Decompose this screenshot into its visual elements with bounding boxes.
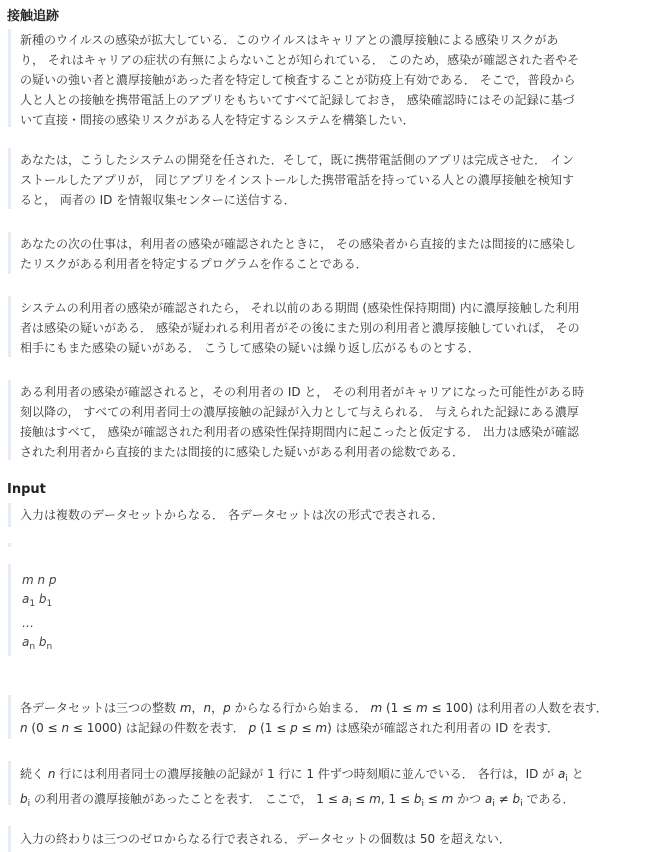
var: p [248,721,257,735]
var-a: a [22,635,30,649]
text-line: 入力の終わりは三つのゼロからなる行で表される．データセットの個数は 50 を超えない． [20,832,511,846]
text-line: 者は感染の疑いがある． 感染が疑われる利用者がその後にまた別の利用者と濃厚接触していれば， その [20,321,580,335]
t: (1 ≤ [382,701,416,715]
text-line: の疑いの強い者と濃厚接触があった者を特定して検査することが防疫上有効である． そこで，普段から [20,73,576,87]
t: ≤ 1000) は記録の件数を表す． [69,721,249,735]
subscript: 1 [29,599,36,609]
text-line: あなたの次の仕事は，利用者の感染が確認されたときに， その感染者から直接的または間接的に感染し [20,237,576,251]
paragraph-2 [20,150,632,210]
format-line-1: m n p [22,573,57,587]
t: 各データセットは三つの整数 [20,701,180,715]
t: の利用者の濃厚接触があったことを表す． ここで， 1 ≤ [30,792,342,806]
text-line: ストールしたアプリが， 同じアプリをインストールした携帯電話を持っている人との濃厚接触を検知す [20,173,575,187]
t: ≤ [351,792,370,806]
t: ， [191,701,204,715]
subscript: n [46,642,53,652]
format-dots: … [22,616,34,630]
t: ≤ 100) は利用者の人数を表す． [427,701,608,715]
t: 続く [20,767,48,781]
text-line: 新種のウイルスの感染が拡大している．このウイルスはキャリアとの濃厚接触による感染リスクがあ [20,33,559,47]
input-param-desc [20,698,632,738]
text-line: たリスクがある利用者を特定するプログラムを作ることである． [20,257,368,271]
var-a: a [22,592,30,606]
t: ≠ [494,792,513,806]
t: (1 ≤ [256,721,291,735]
subscript: 1 [46,599,53,609]
t: ≤ [423,792,442,806]
text-line: 入力は複数のデータセットからなる． 各データセットは次の形式で表される． [20,508,444,522]
input-heading: Input [7,482,46,497]
var: n [20,721,28,735]
input-record-desc [20,764,632,814]
text-line: 相手にもまた感染の疑いがある． こうして感染の疑いは繰り返し広がるものとする． [20,341,480,355]
text-line: 人と人との接触を携帯電話上のアプリをもちいてすべて記録しておき， 感染確認時にはその記録に基づ [20,93,575,107]
t: である． [522,792,575,806]
t: からなる行から始まる． [230,701,371,715]
format-line-n [22,633,57,657]
var-b: b [38,635,47,649]
t: (0 ≤ [27,721,62,735]
section-title: 接触追跡 [7,9,60,24]
t: かつ [453,792,485,806]
text-line: ある利用者の感染が確認されると，その利用者の ID と， その利用者がキャリアになった可能性がある時 [20,385,585,399]
paragraph-1 [20,30,632,130]
paragraph-5 [20,382,632,462]
text-line [20,698,632,718]
var: a [484,792,493,806]
paragraph-4 [20,298,632,358]
var-b: b [38,592,47,606]
text-line [20,789,632,814]
t: と [567,767,584,781]
text-line [20,764,632,789]
text-line: 接触はすべて， 感染が確認された利用者の感染性保持期間内に起こったと仮定する． 出力は感染が確認 [20,425,579,439]
var: n [47,767,56,781]
text-line: システムの利用者の感染が確認されたら， それ以前のある期間 (感染性保持期間) 内に濃厚接触した利用 [20,301,580,315]
var: m [370,701,383,715]
input-end-desc [20,829,632,849]
var: n [61,721,70,735]
subscript: i [520,799,523,809]
text-line: ると， 両者の ID を情報収集センターに送信する． [20,193,296,207]
var: m [315,721,328,735]
text-line: 刻以降の， すべての利用者同士の濃厚接触の記録が入力として与えられる． 与えられた記録にある濃厚 [20,405,579,419]
text-line: いて直接・間接の感染リスクがある人を特定するシステムを構築したい． [20,113,415,127]
quote-bar [8,564,638,656]
t: ) は感染が確認された利用者の ID を表す． [327,721,560,735]
var: b [512,792,521,806]
t: 行には利用者同士の濃厚接触の記録が 1 行に 1 件ずつ時刻順に並んでいる． 各行は，ID が [55,767,559,781]
t: ， [211,701,224,715]
subscript: i [565,774,568,784]
var: m [415,701,428,715]
subscript: i [421,799,424,809]
var: m [179,701,192,715]
var: m [441,792,454,806]
var: m [369,792,381,806]
subscript: i [492,799,495,809]
quote-bar [8,543,638,547]
var: p [223,701,231,715]
var: n [203,701,212,715]
var: a [341,792,349,806]
subscript: n [29,642,36,652]
t: ≤ [297,721,316,735]
input-intro [20,505,632,525]
subscript: i [348,799,352,809]
var: p [290,721,298,735]
paragraph-3 [20,234,632,274]
var: b [20,792,28,806]
format-line-2 [22,590,57,614]
subscript: i [27,799,31,809]
text-line: あなたは，こうしたシステムの開発を任された．そして，既に携帯電話側のアプリは完成させた． イン [20,153,574,167]
text-line: り， それはキャリアの症状の有無によらないことが知られている． このため，感染が確認された者やそ [20,53,580,67]
var: b [413,792,422,806]
text-line: された利用者から直接的または間接的に感染した疑いがある利用者の総数である． [20,445,465,459]
var: a [558,767,566,781]
input-format [22,571,57,657]
t: , 1 ≤ [380,792,414,806]
text-line [20,718,632,738]
